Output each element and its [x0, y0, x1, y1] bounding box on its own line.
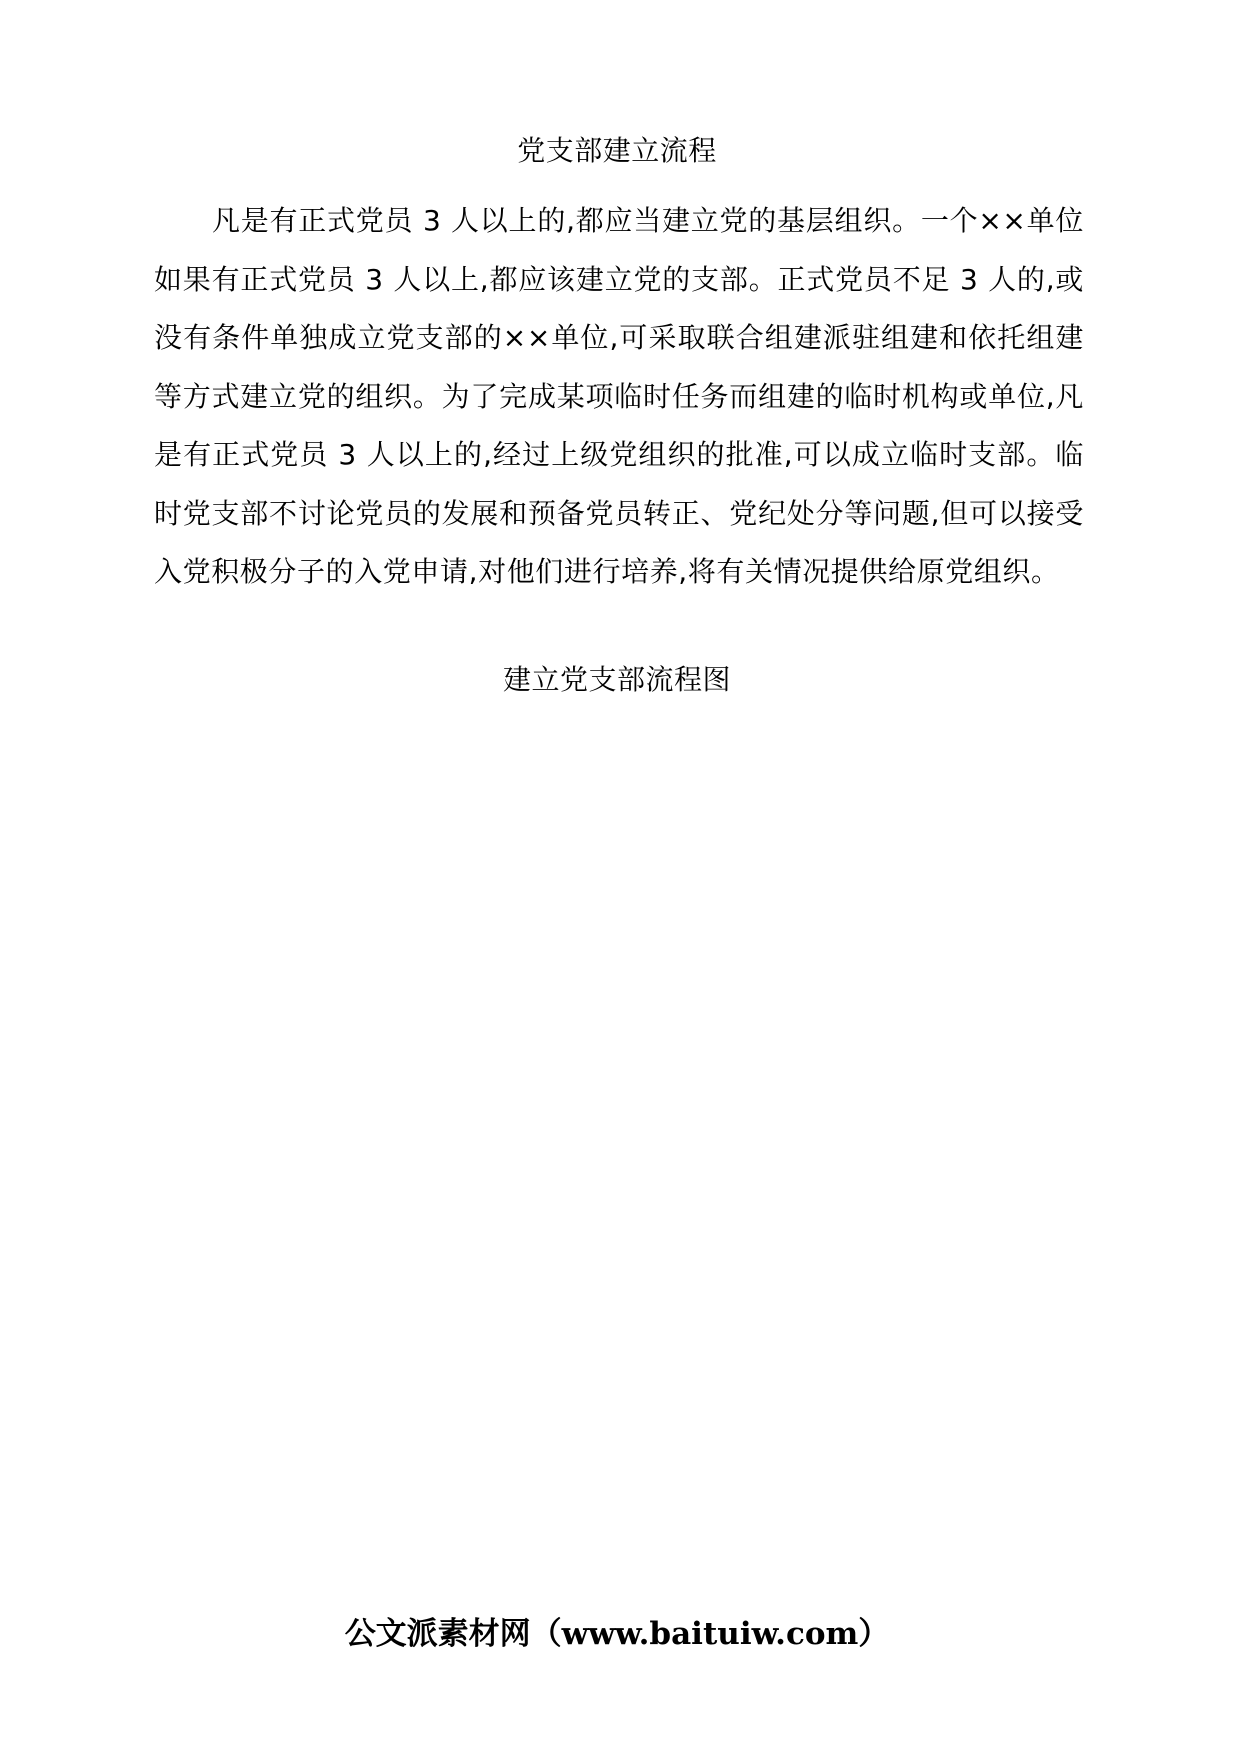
document-title: 党支部建立流程 [517, 134, 717, 167]
source-footer: 公文派素材网（www.baituiw.com） [344, 1616, 890, 1652]
flowchart-heading: 建立党支部流程图 [502, 663, 731, 696]
body-paragraph: 凡是有正式党员 3 人以上的,都应当建立党的基层组织。一个××单位如果有正式党员 3 人以上,都应该建立党的支部。正式党员不足 3 人的,或没有条件单独成立党支部的××单位,可采取联合组建派驻组建和依托组建等方式建立党的组织。为了完成某项临时任务而组建的临时机构或单位,凡是有正式党员 3 人以上的,经过上级党组织的批准,可以成立临时支部。临时党支部不讨论党员的发展和预备党员转正、党纪处分等问题,但可以接受入党积极分子的入党申请,对他们进行培养,将有关情况提供给原党组织。 [154, 204, 1084, 588]
